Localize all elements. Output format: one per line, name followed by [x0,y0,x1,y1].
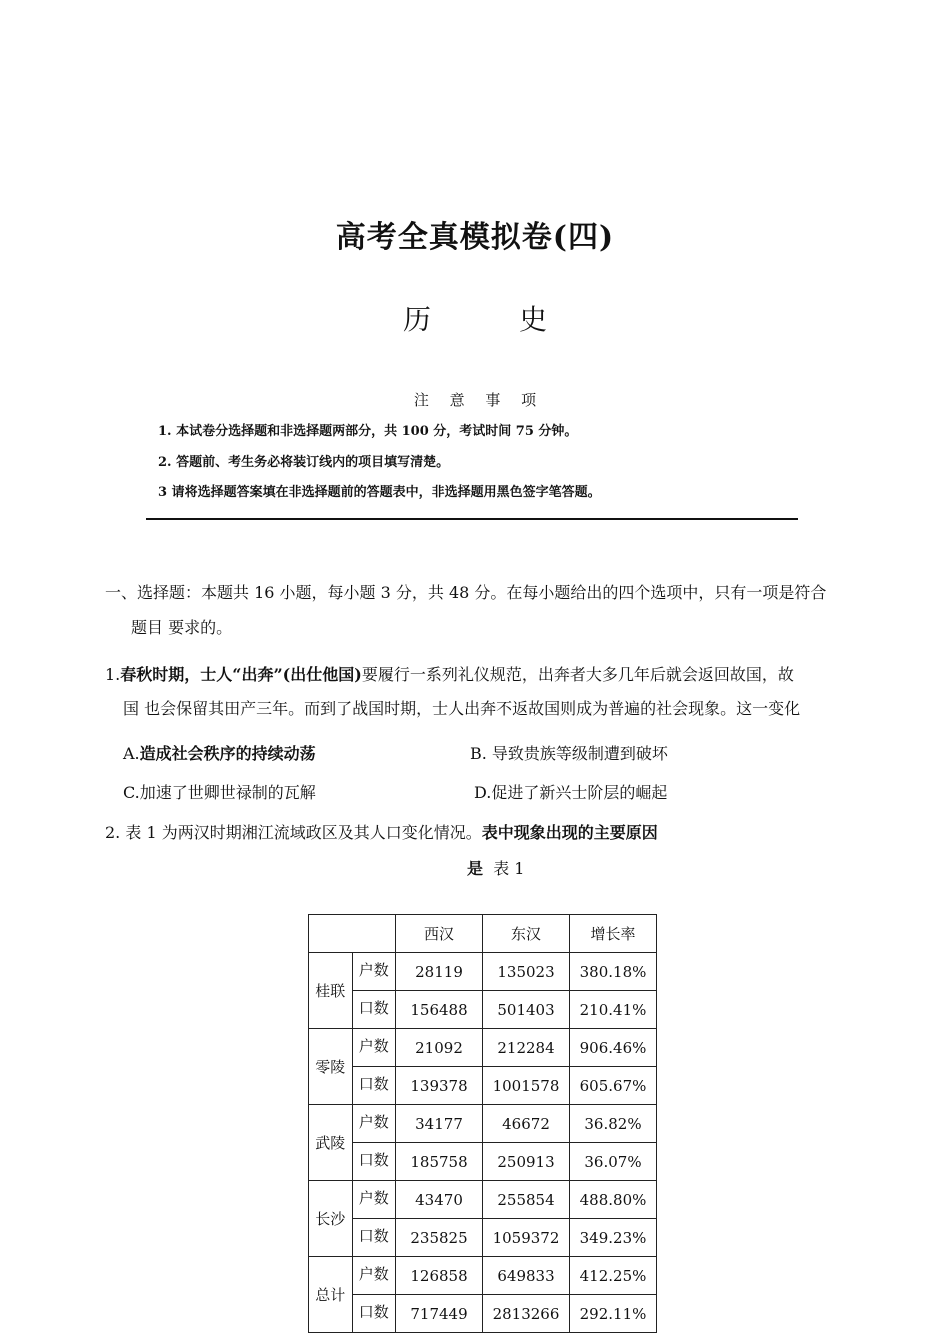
value-cell: 235825 [396,1219,483,1257]
question-1-stem-cont: 国 也会保留其田产三年。而到了战国时期，士人出奔不返故国则成为普遍的社会现象。这一变化 [123,699,801,718]
subject-heading: 历 史 [402,303,577,336]
notice-item: 2. 答题前、考生务必将装订线内的项目填写清楚。 [158,455,450,470]
table-header-cell: 东汉 [483,915,570,953]
rate-cell: 605.67% [570,1067,657,1105]
table-row [309,1181,657,1219]
rate-cell: 210.41% [570,991,657,1029]
table-row [309,1257,657,1295]
table-header-cell: 增长率 [570,915,657,953]
type-cell: 户数 [352,1181,396,1219]
table-caption [467,856,524,879]
value-cell: 135023 [483,953,570,991]
table-row [309,1067,657,1105]
value-cell: 156488 [396,991,483,1029]
section-heading: 一、选择题：本题共 16 小题，每小题 3 分，共 48 分。在每小题给出的四个选项中，只有一项是符合 [105,583,827,602]
question-1-stem [105,662,794,685]
rate-cell: 349.23% [570,1219,657,1257]
question-2-cont: 是 [467,859,484,878]
rate-cell: 36.07% [570,1143,657,1181]
rate-cell: 292.11% [570,1295,657,1333]
page-title: 高考全真模拟卷(四) [335,220,615,255]
table-label: 表 1 [493,859,525,878]
region-cell: 桂联 [309,953,353,1029]
table-header-row [309,915,657,953]
value-cell: 255854 [483,1181,570,1219]
type-cell: 口数 [352,1143,396,1181]
type-cell: 口数 [352,991,396,1029]
option-a-letter: A. [123,744,140,763]
question-2-text: 2. 表 1 为两汉时期湘江流域政区及其人口变化情况。 [105,823,482,842]
question-1-lead: 春秋时期，士人“出奔”(出仕他国) [120,665,362,684]
value-cell: 2813266 [483,1295,570,1333]
option-a-text: 造成社会秩序的持续动荡 [139,744,316,763]
table-header-cell: 西汉 [396,915,483,953]
type-cell: 户数 [352,953,396,991]
table-corner-cell [309,915,396,953]
value-cell: 43470 [396,1181,483,1219]
table-row [309,1029,657,1067]
value-cell: 212284 [483,1029,570,1067]
question-2-stem [105,820,658,843]
region-cell: 武陵 [309,1105,353,1181]
type-cell: 户数 [352,1029,396,1067]
value-cell: 1059372 [483,1219,570,1257]
value-cell: 34177 [396,1105,483,1143]
value-cell: 717449 [396,1295,483,1333]
divider [146,518,798,520]
question-2-lead: 表中现象出现的主要原因 [481,823,658,842]
value-cell: 139378 [396,1067,483,1105]
notice-heading: 注 意 事 项 [413,391,545,409]
rate-cell: 488.80% [570,1181,657,1219]
table-row [309,1143,657,1181]
value-cell: 28119 [396,953,483,991]
rate-cell: 412.25% [570,1257,657,1295]
value-cell: 250913 [483,1143,570,1181]
option-c: C.加速了世卿世禄制的瓦解 [123,783,316,802]
question-1-text: 要履行一系列礼仪规范，出奔者大多几年后就会返回故国，故 [361,665,794,684]
value-cell: 649833 [483,1257,570,1295]
table-row [309,953,657,991]
type-cell: 户数 [352,1257,396,1295]
population-table [308,914,657,1333]
value-cell: 126858 [396,1257,483,1295]
value-cell: 46672 [483,1105,570,1143]
type-cell: 户数 [352,1105,396,1143]
option-b: B. 导致贵族等级制遭到破坏 [470,744,668,763]
value-cell: 185758 [396,1143,483,1181]
value-cell: 501403 [483,991,570,1029]
question-number: 1. [105,665,121,684]
table-row [309,991,657,1029]
table-row [309,1295,657,1333]
notice-item: 1. 本试卷分选择题和非选择题两部分，共 100 分，考试时间 75 分钟。 [158,424,578,439]
rate-cell: 380.18% [570,953,657,991]
value-cell: 21092 [396,1029,483,1067]
option-a [123,741,316,764]
table-row [309,1105,657,1143]
notice-item: 3 请将选择题答案填在非选择题前的答题表中，非选择题用黑色签字笔答题。 [158,485,601,500]
region-cell: 总计 [309,1257,353,1333]
type-cell: 口数 [352,1067,396,1105]
rate-cell: 906.46% [570,1029,657,1067]
type-cell: 口数 [352,1219,396,1257]
type-cell: 口数 [352,1295,396,1333]
region-cell: 零陵 [309,1029,353,1105]
rate-cell: 36.82% [570,1105,657,1143]
value-cell: 1001578 [483,1067,570,1105]
region-cell: 长沙 [309,1181,353,1257]
section-heading-cont: 题目 要求的。 [131,618,233,637]
option-d: D.促进了新兴士阶层的崛起 [474,783,668,802]
table-row [309,1219,657,1257]
